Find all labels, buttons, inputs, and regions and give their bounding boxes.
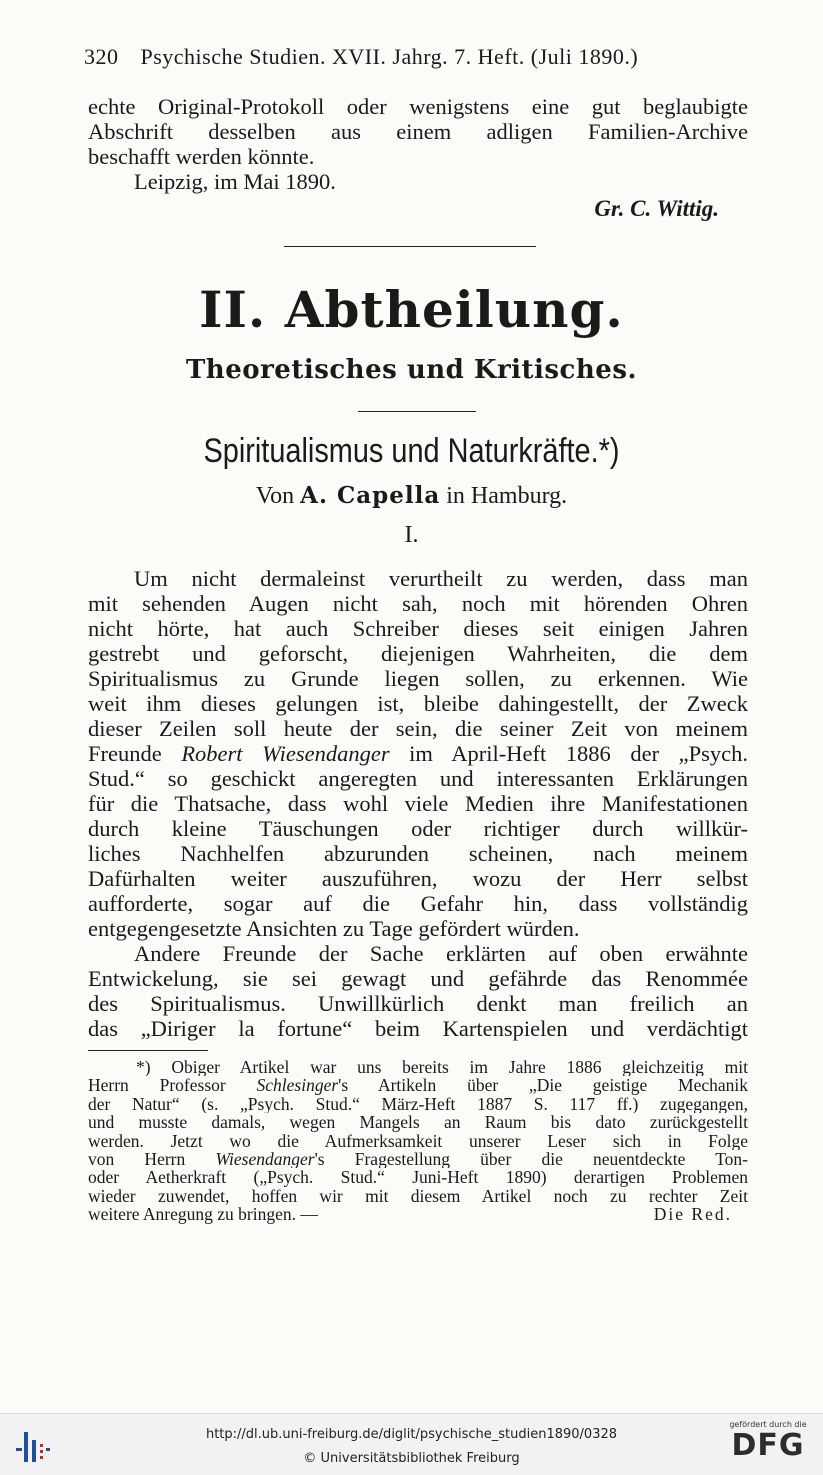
text-line: weit ihm dieses gelungen ist, bleibe dahingestellt, der Zweck — [88, 691, 748, 716]
text-line: dieser Zeilen soll heute der sein, die seiner Zeit von meinem — [88, 716, 748, 741]
text-line: entgegengesetzte Ansichten zu Tage gefördert würden. — [88, 916, 580, 941]
text-line: Spiritualismus zu Grunde liegen sollen, zu erkennen. Wie — [88, 666, 748, 691]
byline-suffix: in Hamburg. — [446, 483, 568, 509]
dfg-logo — [723, 1420, 813, 1472]
footnote-line: und musste damals, wegen Mangels an Raum bis dato zurückgestellt — [88, 1113, 748, 1132]
footnote-line — [88, 1150, 748, 1168]
place-date: Leipzig, im Mai 1890. — [134, 169, 336, 194]
running-title: Psychische Studien. XVII. Jahrg. 7. Heft. (Juli 1890.) — [140, 44, 639, 69]
footnote-line — [88, 1205, 748, 1223]
footnote-line: oder Aetherkraft („Psych. Stud.“ Juni-Heft 1890) derartigen Problemen — [88, 1168, 748, 1187]
signature: Gr. C. Wittig. — [594, 196, 719, 221]
footnote-line — [88, 1076, 748, 1094]
part-number: I. — [404, 522, 419, 548]
text-line: des Spiritualismus. Unwillkürlich denkt man freilich an — [88, 991, 748, 1016]
italic-name: Schlesinger — [256, 1076, 339, 1095]
text-line: mit sehenden Augen nicht sah, noch mit hörenden Ohren — [88, 591, 748, 616]
footnote-line: der Natur“ (s. „Psych. Stud.“ März-Heft 1887 S. 117 ff.) zugegangen, — [88, 1094, 748, 1114]
text-span: weitere Anregung zu bringen. — — [88, 1205, 318, 1224]
text-line: echte Original-Protokoll oder wenigstens eine gut beglaubigte — [88, 94, 748, 119]
text-line: aufforderte, sogar auf die Gefahr hin, dass vollständig — [88, 891, 748, 916]
article-title: Spiritualismus und Naturkräfte.*) — [203, 432, 620, 470]
footnote — [88, 1058, 748, 1224]
footnote-line: wieder zuwendet, hoffen wir mit diesem Artikel noch zu rechter Zeit — [88, 1186, 748, 1206]
byline-prefix: Von — [255, 483, 295, 509]
text-line: Um nicht dermaleinst verurtheilt zu werden, dass man — [134, 566, 748, 591]
text-line: Dafürhalten weiter auszuführen, wozu der Herr selbst — [88, 866, 748, 891]
intro-paragraph — [88, 94, 748, 194]
text-span: von Herrn — [88, 1149, 186, 1169]
text-span: Freunde — [88, 741, 162, 766]
page-number: 320 — [84, 44, 119, 69]
viewer-footer — [0, 1413, 823, 1475]
editor-signature: Die Red. — [653, 1205, 732, 1224]
italic-name: Wiesendanger — [215, 1149, 315, 1169]
text-line: nicht hörte, hat auch Schreiber dieses seit einigen Jahren — [88, 616, 748, 641]
text-span: im April-Heft 1886 der „Psych. — [409, 741, 748, 766]
text-line: Andere Freunde der Sache erklärten auf oben erwähnte — [134, 941, 748, 966]
text-line: Entwickelung, sie sei gewagt und gefährde das Renommée — [88, 966, 748, 991]
text-span: 's Artikeln über „Die geistige Mechanik — [338, 1076, 748, 1095]
footnote-rule — [88, 1050, 208, 1051]
text-line — [88, 741, 748, 766]
text-line: für die Thatsache, dass wohl viele Medien ihre Manifestationen — [88, 791, 748, 816]
section-subtitle: Theoretisches und Kritisches. — [185, 355, 638, 385]
body-paragraph-1 — [88, 566, 748, 1041]
copyright-text: © Universitätsbibliothek Freiburg — [303, 1451, 520, 1466]
text-line: durch kleine Täuschungen oder richtiger durch willkür- — [88, 816, 748, 841]
dfg-wordmark: DFG — [731, 1428, 805, 1463]
text-span: Herrn Professor — [88, 1076, 226, 1095]
text-line: gestrebt und geforscht, diejenigen Wahrheiten, die dem — [88, 641, 748, 666]
section-title: II. Abtheilung. — [199, 280, 624, 339]
text-line: beschafft werden könnte. — [88, 144, 315, 169]
text-line: Abschrift desselben aus einem adligen Familien-Archive — [88, 119, 748, 144]
separator-rule — [284, 246, 536, 247]
text-line: Stud.“ so geschickt angeregten und interessanten Erklärungen — [88, 766, 748, 791]
separator-rule — [358, 411, 476, 412]
article-byline — [0, 482, 823, 510]
footnote-line: werden. Jetzt wo die Aufmerksamkeit unserer Leser sich in Folge — [88, 1131, 748, 1150]
text-line: das „Diriger la fortune“ beim Kartenspielen und verdächtigt — [88, 1016, 748, 1041]
footnote-line: *) Obiger Artikel war uns bereits im Jahre 1886 gleichzeitig mit — [136, 1058, 748, 1077]
funding-note: gefördert durch die — [729, 1420, 807, 1429]
text-span: 's Fragestellung über die neuentdeckte Ton- — [314, 1149, 748, 1169]
text-line: liches Nachhelfen abzurunden scheinen, nach meinem — [88, 841, 748, 866]
author-name: A. Capella — [300, 482, 441, 509]
permalink-url[interactable]: http://dl.ub.uni-freiburg.de/diglit/psychische_studien1890/0328 — [205, 1427, 618, 1442]
italic-name: Robert Wiesendanger — [181, 741, 390, 766]
running-header — [84, 44, 746, 70]
